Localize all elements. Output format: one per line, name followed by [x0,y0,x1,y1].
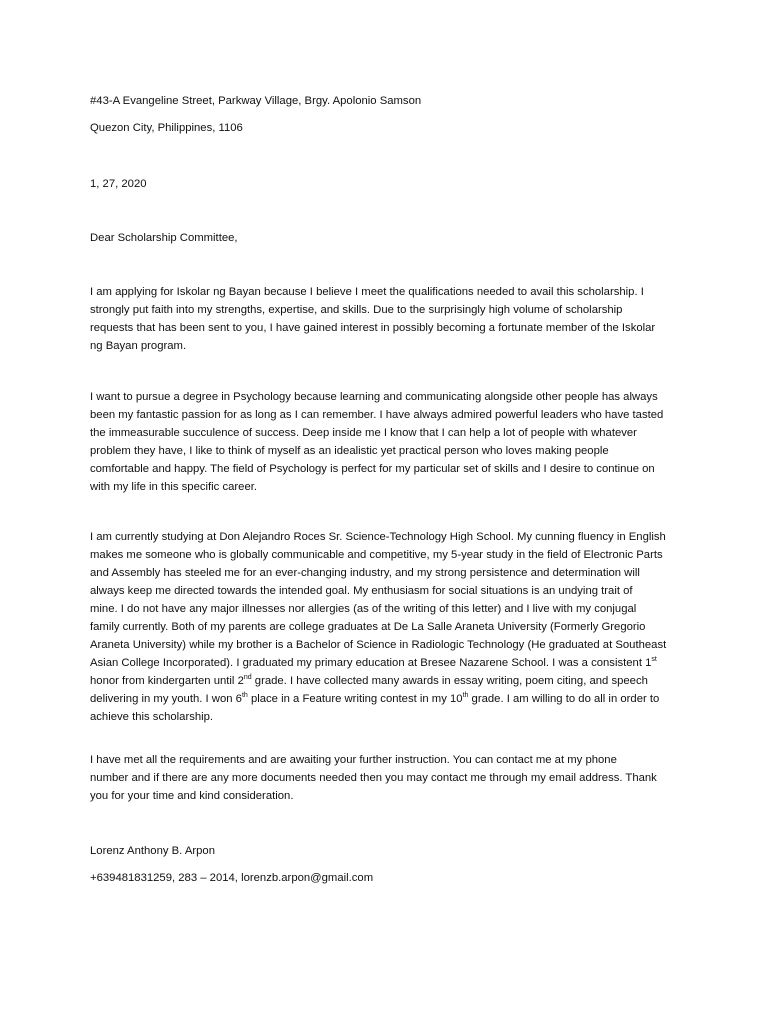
paragraph-line: and Assembly has steeled me for an ever-changing industry, and my strong persistence and determination will [90,567,640,579]
paragraph-line: requests that has been sent to you, I have gained interest in possibly becoming a fortunate member of the Iskolar [90,322,656,334]
ordinal-suffix: nd [243,674,252,682]
paragraph-line: I have met all the requirements and are awaiting your further instruction. You can contact me at my phone [90,754,617,766]
body-paragraph-3 [90,528,690,726]
paragraph-line: strongly put faith into my strengths, expertise, and skills. Due to the surprisingly high volume of scholarship [90,304,623,316]
paragraph-line [90,672,690,690]
paragraph-line: makes me someone who is globally communicable and competitive, my 5-year study in the field of Electronic Parts [90,549,663,561]
paragraph-line: I am currently studying at Don Alejandro Roces Sr. Science-Technology High School. My cunning fluency in English [90,531,666,543]
paragraph-line: Araneta University) while my brother is a Bachelor of Science in Radiologic Technology (He graduated at Southeast [90,639,667,651]
paragraph-line: family currently. Both of my parents are college graduates at De La Salle Araneta University (Formerly Gregorio [90,621,646,633]
paragraph-line: you for your time and kind consideration. [90,790,294,802]
contact-details: +639481831259, 283 – 2014, lorenzb.arpon@gmail.com [90,872,374,884]
paragraph-line: the immeasurable succulence of success. Deep inside me I know that I can help a lot of people with whatever [90,427,637,439]
letter-date: 1, 27, 2020 [90,178,147,190]
line-text: delivering in my youth. I won 6 [90,693,242,705]
body-paragraph-2 [90,388,690,496]
salutation: Dear Scholarship Committee, [90,232,238,244]
paragraph-line: achieve this scholarship. [90,711,214,723]
line-text: honor from kindergarten until 2 [90,675,244,687]
paragraph-line: number and if there are any more documents needed then you may contact me through my email address. Thank [90,772,657,784]
sender-address-line-2: Quezon City, Philippines, 1106 [90,122,243,134]
paragraph-line: I am applying for Iskolar ng Bayan because I believe I meet the qualifications needed to avail this scholarship. I [90,286,644,298]
line-text: place in a Feature writing contest in my 10 [247,693,463,705]
body-paragraph-4 [90,751,690,805]
paragraph-line [90,654,690,672]
paragraph-line: been my fantastic passion for as long as I can remember. I have always admired powerful leaders who have tasted [90,409,664,421]
signature-name: Lorenz Anthony B. Arpon [90,845,215,857]
paragraph-line: I want to pursue a degree in Psychology because learning and communicating alongside other people has always [90,391,658,403]
paragraph-line: comfortable and happy. The field of Psychology is perfect for my particular set of skills and I desire to continue on [90,463,655,475]
line-text: grade. I am willing to do all in order to [468,693,660,705]
paragraph-line [90,690,690,708]
paragraph-line: mine. I do not have any major illnesses nor allergies (as of the writing of this letter) and I live with my conjugal [90,603,637,615]
paragraph-line: always keep me directed towards the intended goal. My enthusiasm for social situations is an undying trait of [90,585,633,597]
line-text: Asian College Incorporated). I graduated my primary education at Bresee Nazarene School. I was a consistent 1 [90,657,652,669]
paragraph-line: with my life in this specific career. [90,481,257,493]
paragraph-line: ng Bayan program. [90,340,187,352]
line-text: grade. I have collected many awards in essay writing, poem citing, and speech [251,675,648,687]
ordinal-suffix: th [241,692,248,700]
body-paragraph-1 [90,283,690,355]
ordinal-suffix: th [462,692,469,700]
paragraph-line: problem they have, I like to think of myself as an idealistic yet practical person who loves making people [90,445,609,457]
sender-address-line-1: #43-A Evangeline Street, Parkway Village, Brgy. Apolonio Samson [90,95,422,107]
ordinal-suffix: st [651,656,657,664]
